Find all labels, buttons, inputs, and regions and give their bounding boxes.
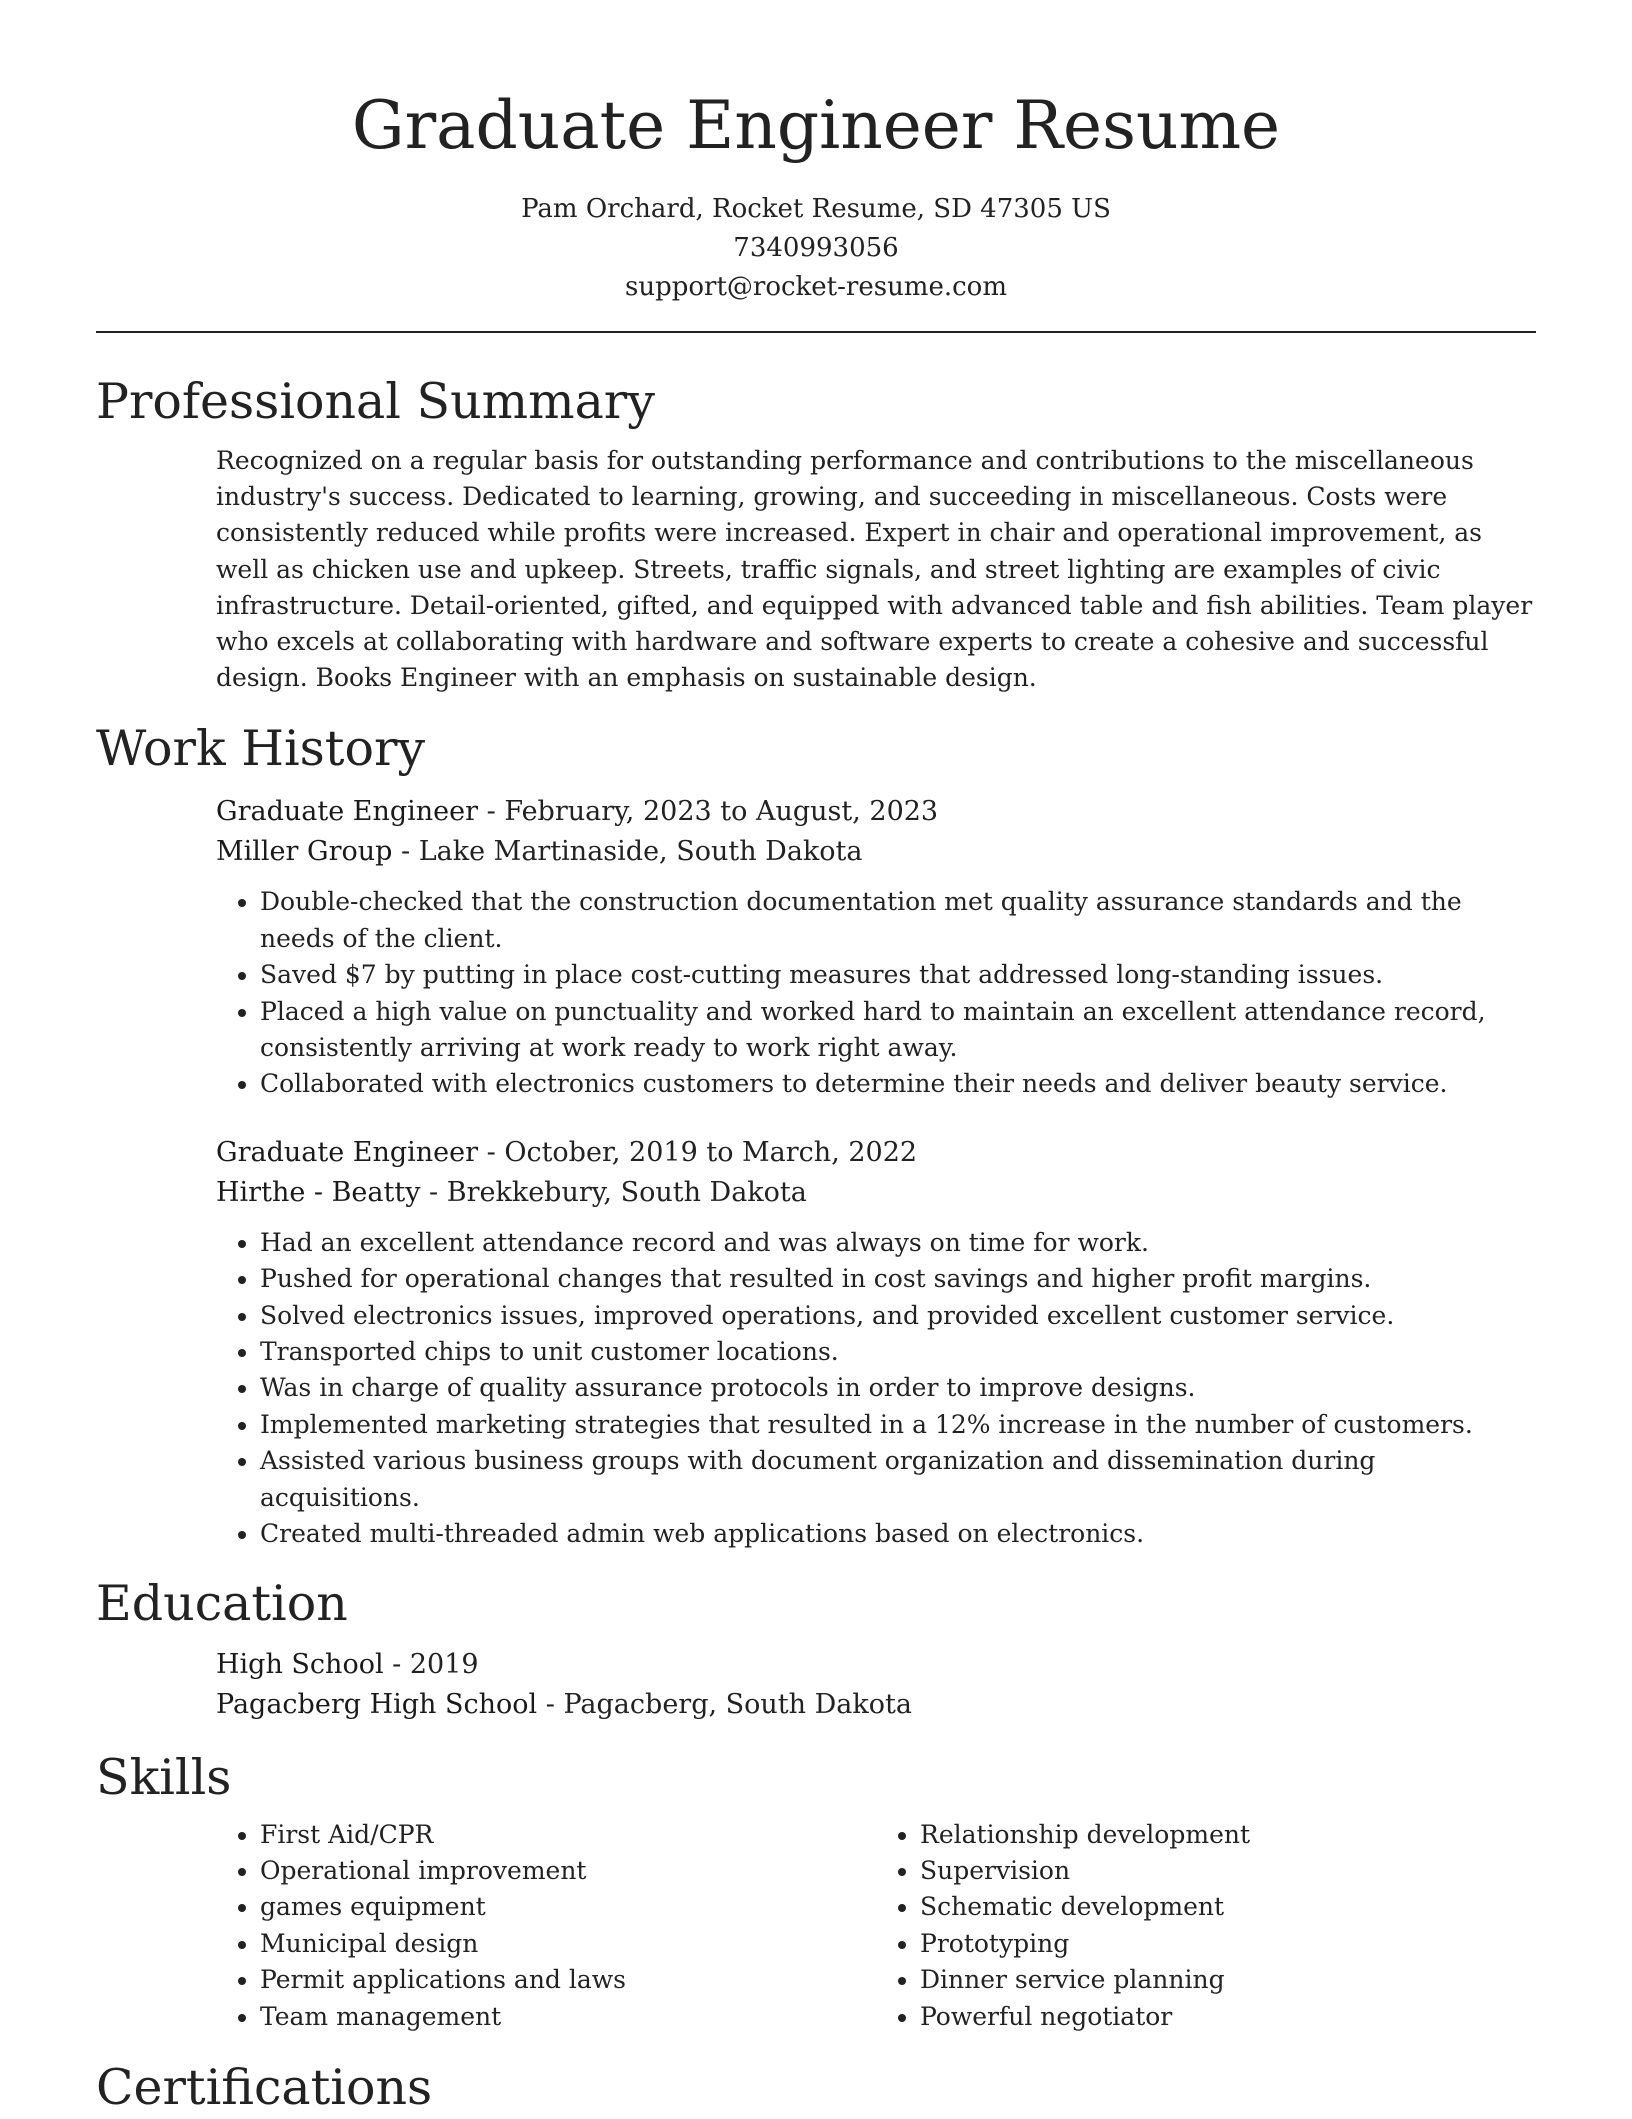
education-degree-line <box>216 1645 1536 1685</box>
job-company: Miller Group <box>216 836 393 868</box>
skill-item: • Schematic development <box>920 1889 1536 1925</box>
skill-item: • Operational improvement <box>260 1853 876 1889</box>
job-bullet: • Solved electronics issues, improved operations, and provided excellent customer service. <box>260 1298 1536 1334</box>
job-entry <box>216 792 1536 1102</box>
skill-item: • Permit applications and laws <box>260 1962 876 1998</box>
summary-heading: Professional Summary <box>96 373 655 430</box>
skill-item: • Prototyping <box>920 1926 1536 1962</box>
skill-item: • Dinner service planning <box>920 1962 1536 1998</box>
job-bullet: • Created multi-threaded admin web applications based on electronics. <box>260 1516 1536 1552</box>
resume-title: Graduate Engineer Resume <box>351 87 1281 164</box>
job-bullets <box>216 1225 1536 1553</box>
summary-section <box>216 443 1536 696</box>
job-title-line <box>216 792 1536 832</box>
skills-list-left <box>216 1817 876 2035</box>
education-school-line <box>216 1685 1536 1725</box>
job-location: - Brekkebury, South Dakota <box>420 1176 807 1208</box>
skill-item: • games equipment <box>260 1889 876 1925</box>
job-dates: - October, 2019 to March, 2022 <box>478 1136 918 1168</box>
skill-item: • Powerful negotiator <box>920 1999 1536 2035</box>
education-degree: High School <box>216 1648 384 1680</box>
job-company-line <box>216 1173 1536 1213</box>
education-section <box>216 1645 1536 1725</box>
job-bullet: • Pushed for operational changes that resulted in cost savings and higher profit margins. <box>260 1261 1536 1297</box>
certifications-heading: Certifications <box>96 2058 433 2116</box>
work-history-heading: Work History <box>96 720 426 778</box>
education-location: - Pagacberg, South Dakota <box>537 1688 912 1720</box>
work-history-section <box>216 792 1536 1552</box>
job-title-line <box>216 1133 1536 1173</box>
contact-address: Pam Orchard, Rocket Resume, SD 47305 US <box>521 194 1111 224</box>
job-bullet: • Collaborated with electronics customers to determine their needs and deliver beauty service. <box>260 1066 1536 1102</box>
job-bullet: • Had an excellent attendance record and was always on time for work. <box>260 1225 1536 1261</box>
skills-heading: Skills <box>96 1748 232 1806</box>
job-company: Hirthe - Beatty <box>216 1176 421 1208</box>
job-location: - Lake Martinaside, South Dakota <box>392 836 863 868</box>
education-school: Pagacberg High School <box>216 1688 538 1720</box>
job-title: Graduate Engineer <box>216 1136 479 1168</box>
resume-page <box>96 0 1536 2119</box>
skill-item: • Municipal design <box>260 1926 876 1962</box>
skill-item: • Team management <box>260 1999 876 2035</box>
job-title: Graduate Engineer <box>216 796 479 828</box>
job-bullet: • Implemented marketing strategies that resulted in a 12% increase in the number of customers. <box>260 1407 1536 1443</box>
contact-phone: 7340993056 <box>733 233 899 263</box>
job-bullet: • Double-checked that the construction documentation met quality assurance standards and the needs of the client. <box>260 884 1536 957</box>
summary-text: Recognized on a regular basis for outstanding performance and contributions to the miscellaneous industry's success. Dedicated to learning, growing, and succeeding in miscellaneous. Costs were consistently reduced while profits were increased. Expert in chair and operational improvement, as well as chicken use and upkeep. Streets, traffic signals, and street lighting are examples of civic infrastructure. Detail-oriented, gifted, and equipped with advanced table and fish abilities. Team player who excels at collaborating with hardware and software experts to create a cohesive and successful design. Books Engineer with an emphasis on sustainable design. <box>216 446 1533 693</box>
job-dates: - February, 2023 to August, 2023 <box>478 796 939 828</box>
skill-item: • Relationship development <box>920 1817 1536 1853</box>
education-year: - 2019 <box>383 1648 479 1680</box>
job-bullets <box>216 884 1536 1102</box>
skills-list-right <box>876 1817 1536 2035</box>
job-entry <box>216 1133 1536 1553</box>
education-heading: Education <box>96 1574 348 1632</box>
skill-item: • Supervision <box>920 1853 1536 1889</box>
job-bullet: • Transported chips to unit customer locations. <box>260 1334 1536 1370</box>
skill-item: • First Aid/CPR <box>260 1817 876 1853</box>
job-bullet: • Assisted various business groups with document organization and dissemination during acquisitions. <box>260 1443 1536 1516</box>
job-company-line <box>216 832 1536 872</box>
skills-section <box>216 1817 1536 2035</box>
contact-email: support@rocket-resume.com <box>624 272 1007 302</box>
job-bullet: • Placed a high value on punctuality and worked hard to maintain an excellent attendance record, consistently arriving at work ready to work right away. <box>260 994 1536 1067</box>
job-bullet: • Was in charge of quality assurance protocols in order to improve designs. <box>260 1370 1536 1406</box>
contact-block <box>96 190 1536 307</box>
header-divider <box>96 331 1536 333</box>
job-bullet: • Saved $7 by putting in place cost-cutting measures that addressed long-standing issues. <box>260 957 1536 993</box>
